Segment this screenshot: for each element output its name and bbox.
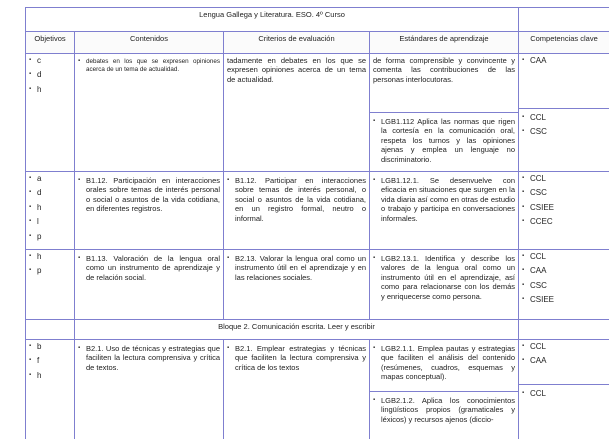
competencia-item: ▪ CSC — [522, 188, 606, 197]
objetivos-cell — [26, 340, 75, 439]
criterio-text: ▪ B2.1. Emplear estrategias y técnicas que faciliten la lectura comprensiva y crítica de los textos — [227, 344, 366, 372]
col-header-criterios: Criterios de evaluación — [224, 32, 370, 54]
criterios-cell — [224, 250, 370, 320]
contenidos-cell — [75, 340, 224, 439]
estandar-text: de forma comprensible y convincente y comenta las contribuciones de las personas interlocutoras. — [373, 56, 515, 84]
bloque-blank-cell — [26, 320, 75, 340]
competencia-item: ▪ CSC — [522, 127, 606, 136]
table-row — [26, 250, 610, 320]
contenido-text: ▪ B1.13. Valoración de la lengua oral como un instrumento de aprendizaje y de relación social. — [78, 254, 220, 282]
divider — [519, 108, 609, 109]
objetivo-item: ▪ a — [29, 174, 71, 183]
objetivo-item: ▪ p — [29, 266, 71, 275]
estandares-cell — [370, 250, 519, 320]
competencia-item: ▪ CAA — [522, 356, 606, 379]
competencia-item: ▪ CSIEE — [522, 203, 606, 212]
title-blank-cell — [519, 8, 610, 32]
estandar-text: ▪ LGB2.13.1. Identifica y describe los valores de la lengua oral como un instrumento útil en el aprendizaje, así como para relacionarse con los demás y enriquecerse como persona. — [373, 254, 515, 301]
objetivo-item: ▪ h — [29, 85, 71, 94]
competencia-item: ▪ CCEC — [522, 217, 606, 226]
curriculum-table — [25, 7, 609, 439]
objetivos-cell — [26, 172, 75, 250]
objetivo-item: ▪ d — [29, 188, 71, 197]
criterio-text: tadamente en debates en los que se expresen opiniones acerca de un tema de actualidad. — [227, 56, 366, 84]
criterios-cell — [224, 54, 370, 172]
competencia-item: ▪ CAA — [522, 266, 606, 275]
competencia-item: ▪ CCL — [522, 252, 606, 261]
competencia-item: ▪ CAA — [522, 56, 606, 103]
bloque-blank-cell — [519, 320, 610, 340]
objetivo-item: ▪ c — [29, 56, 71, 65]
objetivo-item: ▪ h — [29, 252, 71, 261]
competencias-cell — [519, 54, 610, 172]
objetivo-item: ▪ b — [29, 342, 71, 351]
estandar-text: ▪ LGB1.12.1. Se desenvuelve con eficacia en situaciones que surgen en la vida diaria así como en otras de estudio o trabajo y participa en conversaciones informales. — [373, 176, 515, 223]
competencias-cell — [519, 340, 610, 439]
estandar-text: ▪ LGB2.1.2. Aplica los conocimientos lingüísticos propios (gramaticales y léxicos) y recursos ajenos (diccio- — [373, 396, 515, 424]
col-header-contenidos: Contenidos — [75, 32, 224, 54]
competencia-item: ▪ CCL — [522, 174, 606, 183]
contenidos-cell — [75, 250, 224, 320]
objetivo-item: ▪ p — [29, 232, 71, 241]
competencia-item: ▪ CCL — [522, 113, 606, 122]
divider — [370, 112, 518, 113]
col-header-estandares: Estándares de aprendizaje — [370, 32, 519, 54]
contenidos-cell — [75, 54, 224, 172]
competencia-item: ▪ CCL — [522, 389, 606, 398]
table-title: Lengua Gallega y Literatura. ESO. 4º Curso — [26, 8, 519, 32]
estandares-cell — [370, 340, 519, 439]
table-row — [26, 172, 610, 250]
objetivo-item: ▪ l — [29, 217, 71, 226]
divider — [370, 391, 518, 392]
criterios-cell — [224, 340, 370, 439]
divider — [519, 384, 609, 385]
col-header-objetivos: Objetivos — [26, 32, 75, 54]
table-row — [26, 340, 610, 439]
objetivo-item: ▪ h — [29, 371, 71, 380]
table-row — [26, 54, 610, 172]
estandar-text: ▪ LGB2.1.1. Emplea pautas y estrategias que faciliten el análisis del contenido (resúmenes, cuadros, esquemas y mapas conceptual). — [373, 344, 515, 386]
document-page — [25, 7, 609, 439]
contenido-text: ▪ B2.1. Uso de técnicas y estrategias que faciliten la lectura comprensiva y crítica de textos. — [78, 344, 220, 372]
criterios-cell — [224, 172, 370, 250]
objetivos-cell — [26, 54, 75, 172]
criterio-text: ▪ B2.13. Valorar la lengua oral como un instrumento útil en el aprendizaje y en las relaciones sociales. — [227, 254, 366, 282]
contenidos-cell — [75, 172, 224, 250]
competencia-item: ▪ CSC — [522, 281, 606, 290]
estandar-text: ▪ LGB1.112 Aplica las normas que rigen la cortesía en la comunicación oral, respeta los turnos y las opiniones ajenas y emplea un lenguaje no discriminatorio. — [373, 117, 515, 164]
objetivos-cell — [26, 250, 75, 320]
estandares-cell — [370, 172, 519, 250]
estandares-cell — [370, 54, 519, 172]
criterio-text: ▪ B1.12. Participar en interacciones sobre temas de interés personal, o social o asuntos de la vida cotidiana, en un registro formal, neutro o informal. — [227, 176, 366, 223]
competencia-item: ▪ CSIEE — [522, 295, 606, 304]
objetivo-item: ▪ f — [29, 356, 71, 365]
competencia-item: ▪ CCL — [522, 342, 606, 351]
bloque-heading: Bloque 2. Comunicación escrita. Leer y escribir — [75, 320, 519, 340]
contenido-text: ▪ B1.12. Participación en interacciones orales sobre temas de interés personal o social o asuntos de la vida cotidiana, en diferentes registros. — [78, 176, 220, 214]
col-header-competencias: Competencias clave — [519, 32, 610, 54]
competencias-cell — [519, 250, 610, 320]
objetivo-item: ▪ d — [29, 70, 71, 79]
objetivo-item: ▪ h — [29, 203, 71, 212]
competencias-cell — [519, 172, 610, 250]
contenido-text: ▪ debates en los que se expresen opiniones acerca de un tema de actualidad. — [78, 58, 220, 73]
